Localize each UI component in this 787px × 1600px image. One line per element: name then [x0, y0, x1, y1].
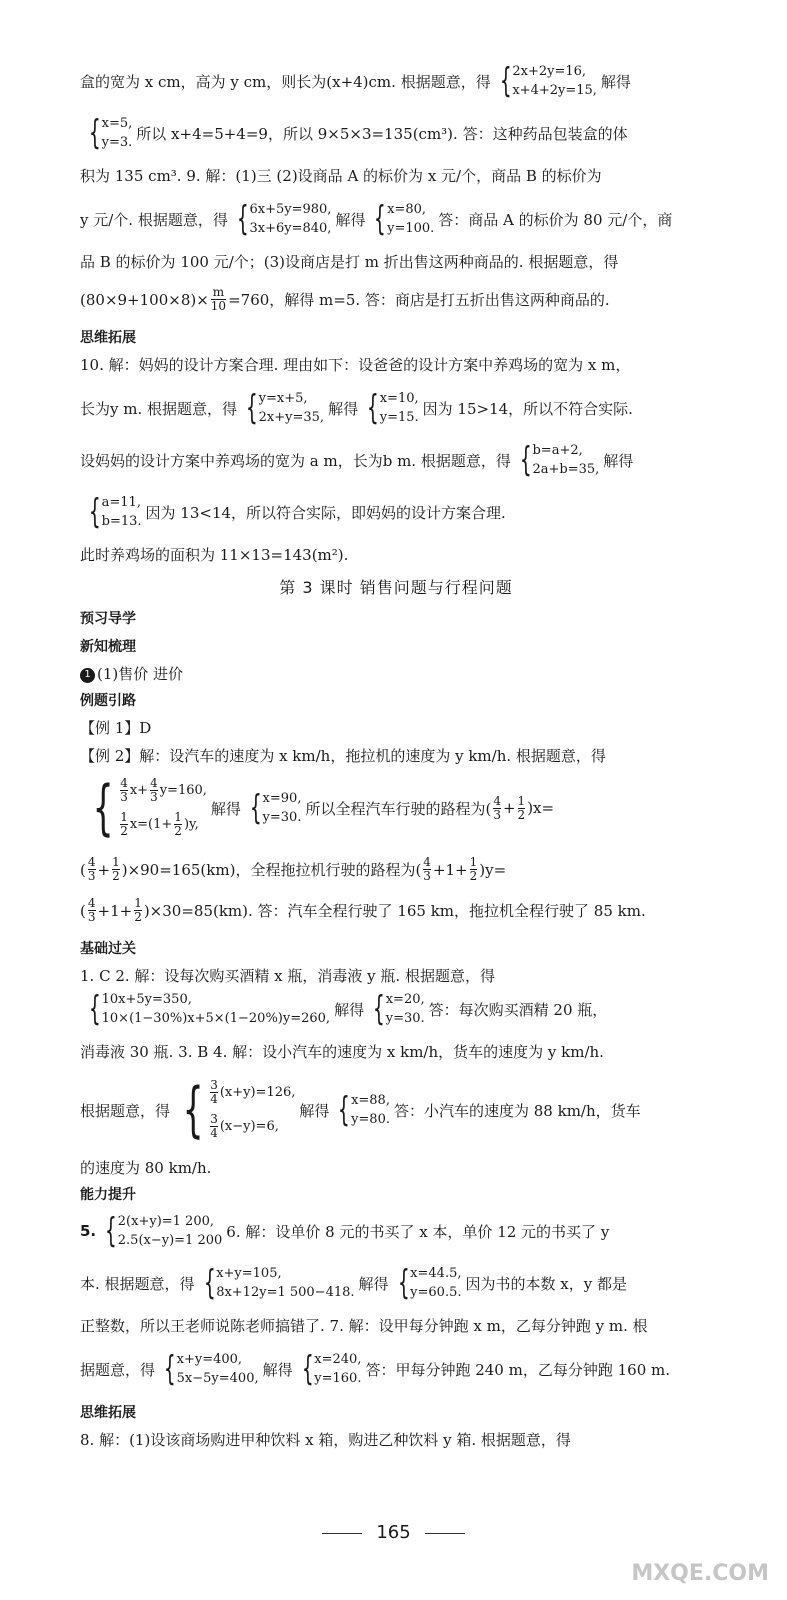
- equation-system: { x+y=105, 8x+12y=1 500−418.: [203, 1263, 355, 1303]
- denominator: 2: [120, 824, 128, 838]
- para-4: [80, 200, 712, 238]
- denominator: 4: [210, 1126, 218, 1140]
- denominator: 2: [174, 824, 182, 838]
- solution-system: { x=80, y=100.: [374, 199, 435, 239]
- equation: x+y=400,: [176, 1352, 243, 1367]
- fraction: [88, 897, 96, 924]
- numerator: 4: [120, 776, 128, 790]
- equation: 2.5(x−y)=1 200: [117, 1233, 223, 1248]
- para-26: [80, 1350, 712, 1388]
- text: 解得: [358, 1274, 389, 1293]
- section-heading: 思维拓展: [80, 1405, 136, 1421]
- text: 解得: [603, 451, 634, 470]
- para-17: [80, 897, 712, 924]
- text: 答：每次购买酒精 20 瓶，: [428, 1000, 608, 1019]
- denominator: 2: [469, 869, 478, 883]
- equation: 3x+6y=840,: [249, 221, 332, 236]
- text: y 元/个. 根据题意，得: [80, 210, 228, 229]
- equation: y=x+5,: [258, 391, 308, 406]
- lesson-title: 第 3 课时 销售问题与行程问题: [279, 578, 513, 597]
- text: (1)售价 进价: [97, 665, 184, 683]
- fraction: [112, 856, 120, 883]
- text: 盒的宽为 x cm，高为 y cm，则长为(x+4)cm. 根据题意，得: [80, 72, 491, 91]
- denominator: 3: [87, 910, 96, 924]
- solution-system: { a=11, b=13.: [88, 492, 142, 532]
- para-1: [80, 62, 712, 100]
- equation: 10×(1−30%)x+5×(1−20%)y=260,: [101, 1011, 331, 1026]
- section-heading: 预习导学: [80, 611, 136, 627]
- equation: b=13.: [101, 514, 142, 529]
- para-18: 1. C 2. 解：设每次购买酒精 x 瓶，消毒液 y 瓶. 根据题意，得: [80, 967, 495, 985]
- equation: y=80.: [351, 1112, 390, 1127]
- solution-system: { x=44.5, y=60.5.: [397, 1263, 462, 1303]
- para-25: 正整数，所以王老师说陈老师搞错了. 7. 解：设甲每分钟跑 x m，乙每分钟跑 y m. 根: [80, 1317, 648, 1335]
- equation: 2x+2y=16,: [512, 64, 587, 79]
- denominator: 2: [134, 910, 142, 924]
- denominator: 10: [210, 299, 227, 313]
- text: (x−y)=6,: [219, 1119, 279, 1134]
- text: 解得: [334, 1000, 365, 1019]
- equation: 10x+5y=350,: [101, 992, 192, 1007]
- item-number: 5.: [80, 1222, 97, 1240]
- equation: y=15.: [379, 410, 419, 425]
- text: )x=: [527, 799, 555, 817]
- fraction: [88, 856, 96, 883]
- equation-system: { x+y=400, 5x−5y=400,: [163, 1349, 259, 1389]
- equation-system: { b=a+2, 2a+b=35,: [519, 440, 600, 480]
- text: 所以全程汽车行驶的路程为(: [305, 799, 492, 818]
- equation: y=30.: [262, 810, 302, 825]
- page-number-text: 165: [376, 1522, 411, 1543]
- para-7: 10. 解：妈妈的设计方案合理. 理由如下：设爸爸的设计方案中养鸡场的宽为 x m，: [80, 356, 631, 374]
- fraction: [174, 811, 182, 838]
- equation: y=3.: [101, 135, 133, 150]
- text: y=160,: [159, 783, 207, 798]
- equation: 5x−5y=400,: [176, 1371, 259, 1386]
- equation: 8x+12y=1 500−418.: [216, 1285, 355, 1300]
- denominator: 4: [210, 1092, 218, 1106]
- equation: [118, 808, 207, 842]
- para-5: 品 B 的标价为 100 元/个；(3)设商店是打 m 折出售这两种商品的. 根据题意，得: [80, 253, 619, 271]
- para-8: [80, 389, 712, 427]
- text: 因为 13<14，所以符合实际，即妈妈的设计方案合理.: [145, 503, 506, 522]
- text: 答：小汽车的速度为 88 km/h，货车: [393, 1101, 641, 1120]
- para-12: [80, 664, 712, 684]
- equation: x=5,: [101, 116, 133, 131]
- text: )y,: [183, 817, 199, 832]
- para-2: [80, 114, 712, 152]
- para-10: [80, 493, 712, 531]
- text: x=(1+: [129, 817, 173, 832]
- fraction: [120, 777, 128, 804]
- text: 解得: [600, 72, 631, 91]
- numerator: 3: [210, 1112, 218, 1126]
- equation: x=88,: [351, 1093, 390, 1108]
- denominator: 3: [493, 807, 501, 822]
- equation: b=a+2,: [532, 443, 583, 458]
- numerator: 4: [150, 776, 158, 790]
- para-22: 的速度为 80 km/h.: [80, 1159, 212, 1177]
- solution-system: { x=90, y=30.: [249, 788, 302, 828]
- numerator: 3: [210, 1078, 218, 1092]
- solution-system: { x=88, y=80.: [338, 1090, 390, 1130]
- equation-system: { $\frac{4}{3}$ x+ $\frac{4}{3}$ y=160, $\frac{1}{2}$ x=(1+ $\frac{1}{2}$ )y,: [92, 773, 207, 843]
- para-16: [80, 856, 712, 883]
- watermark-logo: MXQE.COM: [631, 1561, 769, 1586]
- text: )y=: [479, 860, 507, 879]
- text: 解得: [299, 1101, 330, 1120]
- solution-system: { x=10, y=15.: [366, 388, 419, 428]
- numerator: 1: [120, 810, 128, 824]
- numerator: 4: [423, 855, 431, 869]
- text: 本. 根据题意，得: [80, 1274, 195, 1293]
- equation: y=30.: [385, 1011, 425, 1026]
- equation: x=80,: [387, 202, 426, 217]
- text: 解得: [335, 210, 366, 229]
- text: +1+: [97, 901, 133, 920]
- text: 所以 x+4=5+4=9，所以 9×5×3=135(cm³). 答：这种药品包装盒的体: [136, 124, 628, 143]
- numerator: 4: [493, 793, 501, 808]
- text: 6. 解：设单价 8 元的书买了 x 本，单价 12 元的书买了 y: [226, 1222, 610, 1241]
- equation-system: { 6x+5y=980, 3x+6y=840,: [236, 199, 332, 239]
- text: 答：甲每分钟跑 240 m，乙每分钟跑 160 m.: [365, 1360, 671, 1379]
- solution-system: { x=240, y=160.: [301, 1349, 362, 1389]
- fraction: [210, 1079, 218, 1106]
- text: 因为 15>14，所以不符合实际.: [422, 399, 633, 418]
- equation: x=240,: [314, 1352, 362, 1367]
- text: 根据题意，得: [80, 1101, 171, 1120]
- equation-system: { 2x+2y=16, x+4+2y=15,: [499, 61, 597, 101]
- equation: 2a+b=35,: [532, 462, 600, 477]
- fraction: [150, 777, 158, 804]
- text: +: [502, 799, 516, 817]
- page-number: [0, 1522, 787, 1543]
- equation-system: { x=5, y=3.: [88, 113, 133, 153]
- fraction: [134, 897, 142, 924]
- numerator: 1: [174, 810, 182, 824]
- text: )×30=85(km). 答：汽车全程行驶了 165 km，拖拉机全程行驶了 85 km.: [143, 902, 646, 920]
- fraction: [211, 286, 226, 313]
- text: (: [80, 901, 86, 920]
- text: (x+y)=126,: [219, 1085, 296, 1100]
- equation-system: { $\frac{3}{4}$ (x+y)=126, $\frac{3}{4}$ (x−y)=6,: [182, 1075, 296, 1145]
- numerator: 4: [87, 855, 96, 869]
- fraction: [518, 795, 526, 822]
- para-19: [80, 990, 712, 1028]
- text: )×90=165(km)，全程拖拉机行驶的路程为(: [121, 861, 422, 879]
- denominator: 3: [423, 869, 431, 883]
- fraction: [423, 856, 431, 883]
- text: 据题意，得: [80, 1360, 156, 1379]
- equation: x=90,: [262, 791, 302, 806]
- equation: 6x+5y=980,: [249, 202, 332, 217]
- fraction: [470, 856, 478, 883]
- text: 答：商品 A 的标价为 80 元/个，商: [438, 210, 673, 229]
- para-3: 积为 135 cm³. 9. 解：(1)三 (2)设商品 A 的标价为 x 元/个，商品 B 的标价为: [80, 167, 602, 185]
- section-heading: 基础过关: [80, 941, 136, 957]
- para-20: 消毒液 30 瓶. 3. B 4. 解：设小汽车的速度为 x km/h，货车的速度为 y km/h.: [80, 1043, 604, 1061]
- text: x+: [129, 783, 149, 798]
- text: (: [80, 860, 86, 879]
- para-9: [80, 441, 712, 479]
- para-6: [80, 286, 712, 313]
- equation: x+y=105,: [216, 1266, 282, 1281]
- numerator: 4: [87, 896, 96, 910]
- para-15: [80, 774, 712, 842]
- denominator: 3: [87, 869, 96, 883]
- equation: x=10,: [379, 391, 419, 406]
- answer-page: [80, 62, 712, 1450]
- text: +1+: [432, 860, 468, 879]
- text: 解得: [210, 799, 241, 818]
- fraction: [210, 1113, 218, 1140]
- equation: y=60.5.: [410, 1285, 462, 1300]
- solution-system: { x=20, y=30.: [372, 989, 425, 1029]
- numerator: 1: [134, 896, 142, 910]
- equation: y=100.: [387, 221, 435, 236]
- equation: 2(x+y)=1 200,: [117, 1214, 215, 1229]
- numerator: 1: [112, 855, 120, 869]
- numerator: m: [212, 285, 225, 299]
- text: 设妈妈的设计方案中养鸡场的宽为 a m，长为b m. 根据题意，得: [80, 451, 511, 470]
- text: +: [97, 860, 111, 879]
- section-heading: 新知梳理: [80, 639, 136, 655]
- equation: a=11,: [101, 495, 141, 510]
- para-13: 【例 1】D: [80, 719, 152, 737]
- equation: [208, 1076, 295, 1110]
- equation-system: { 10x+5y=350, 10×(1−30%)x+5×(1−20%)y=260,: [88, 989, 331, 1029]
- equation: 2x+y=35,: [258, 410, 325, 425]
- numerator: 1: [517, 793, 526, 808]
- para-23: [80, 1212, 712, 1250]
- denominator: 2: [112, 869, 120, 883]
- equation: x+4+2y=15,: [512, 83, 597, 98]
- equation: x=44.5,: [410, 1266, 462, 1281]
- fraction: [493, 795, 501, 822]
- fraction: [120, 811, 128, 838]
- para-27: 8. 解：(1)设该商场购进甲种饮料 x 箱，购进乙种饮料 y 箱. 根据题意，得: [80, 1431, 571, 1449]
- text: 长为y m. 根据题意，得: [80, 399, 238, 418]
- text: 因为书的本数 x，y 都是: [465, 1274, 627, 1293]
- section-heading: 能力提升: [80, 1187, 136, 1203]
- equation: [118, 774, 207, 808]
- text: =760，解得 m=5. 答：商店是打五折出售这两种商品的.: [228, 291, 610, 309]
- text: (80×9+100×8)×: [80, 290, 209, 309]
- equation: [208, 1110, 295, 1144]
- text: 解得: [328, 399, 359, 418]
- circled-number: 1: [80, 668, 95, 683]
- section-heading: 例题引路: [80, 693, 136, 709]
- denominator: 3: [150, 790, 158, 804]
- text: 解得: [262, 1360, 293, 1379]
- denominator: 3: [120, 790, 128, 804]
- para-11: 此时养鸡场的面积为 11×13=143(m²).: [80, 546, 349, 564]
- equation-system: { 2(x+y)=1 200, 2.5(x−y)=1 200: [105, 1211, 223, 1251]
- para-14: 【例 2】解：设汽车的速度为 x km/h，拖拉机的速度为 y km/h. 根据题意，得: [80, 747, 606, 765]
- section-heading: 思维拓展: [80, 330, 136, 346]
- equation-system: { y=x+5, 2x+y=35,: [245, 388, 325, 428]
- denominator: 2: [517, 807, 526, 822]
- para-24: [80, 1264, 712, 1302]
- para-21: [80, 1076, 712, 1144]
- equation: y=160.: [314, 1371, 362, 1386]
- equation: x=20,: [385, 992, 425, 1007]
- numerator: 1: [469, 855, 478, 869]
